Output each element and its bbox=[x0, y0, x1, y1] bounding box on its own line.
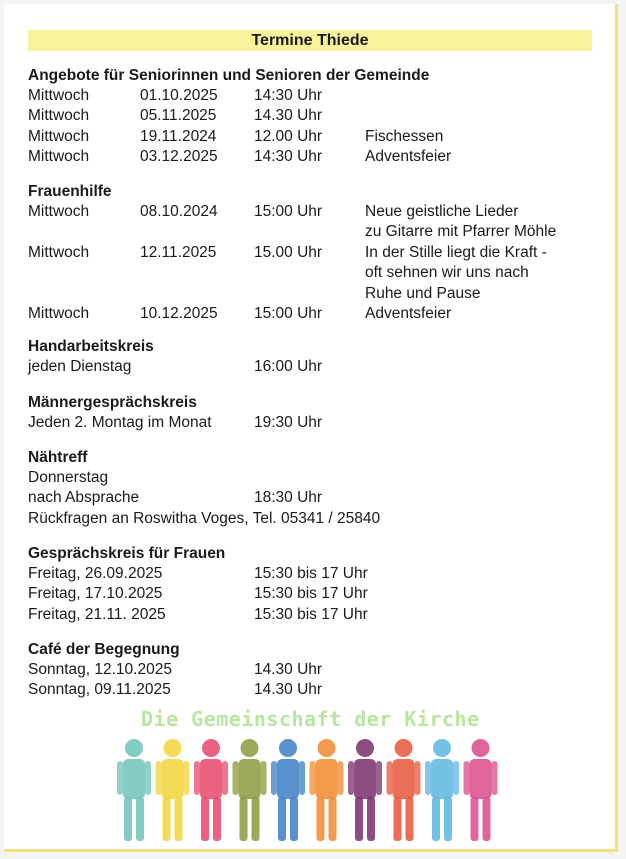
date: Sonntag, 12.10.2025 bbox=[28, 661, 172, 678]
time: 15:30 bis 17 Uhr bbox=[254, 585, 368, 603]
list-item-cont bbox=[28, 263, 529, 283]
person-figure bbox=[194, 739, 228, 841]
time: 14.30 Uhr bbox=[254, 107, 323, 125]
note: Adventsfeier bbox=[365, 304, 452, 322]
time: 19:30 Uhr bbox=[254, 414, 323, 431]
list-item bbox=[28, 488, 323, 508]
time: 12.00 Uhr bbox=[254, 127, 323, 145]
time: 15.00 Uhr bbox=[254, 243, 323, 261]
time: 14:30 Uhr bbox=[254, 87, 323, 104]
section-frauenhilfe bbox=[28, 182, 557, 324]
page bbox=[4, 4, 618, 852]
list-item bbox=[28, 86, 429, 106]
note: Ruhe und Pause bbox=[365, 284, 481, 302]
list-item bbox=[28, 468, 109, 488]
date: 03.12.2025 bbox=[140, 148, 218, 166]
day: Mittwoch bbox=[28, 203, 90, 220]
time: 14:30 Uhr bbox=[254, 148, 323, 166]
list-item bbox=[28, 605, 368, 625]
person-figure bbox=[387, 739, 421, 841]
contact-line bbox=[28, 509, 381, 529]
note: In der Stille liegt die Kraft - bbox=[365, 243, 547, 261]
list-item bbox=[28, 243, 547, 263]
section-heading: Männergesprächskreis bbox=[28, 394, 197, 411]
section-naehtreff bbox=[28, 448, 381, 529]
date: Freitag, 17.10.2025 bbox=[28, 585, 163, 603]
note: Adventsfeier bbox=[365, 148, 452, 166]
date: 10.12.2025 bbox=[140, 304, 218, 322]
list-item bbox=[28, 147, 452, 167]
person-figure bbox=[348, 739, 382, 841]
person-figure bbox=[310, 739, 344, 841]
when: Jeden 2. Montag im Monat bbox=[28, 414, 212, 431]
note: oft sehnen wir uns nach bbox=[365, 264, 529, 282]
section-heading: Handarbeitskreis bbox=[28, 338, 154, 355]
section-heading: Nähtreff bbox=[28, 449, 88, 466]
day: Mittwoch bbox=[28, 127, 90, 145]
person-figure bbox=[117, 739, 151, 841]
list-item bbox=[28, 413, 323, 433]
people-illustration bbox=[117, 737, 507, 847]
date: 19.11.2024 bbox=[140, 127, 217, 145]
time: 16:00 Uhr bbox=[254, 358, 323, 375]
date: 05.11.2025 bbox=[140, 107, 217, 125]
person-figure bbox=[271, 739, 305, 841]
note: zu Gitarre mit Pfarrer Möhle bbox=[365, 223, 557, 241]
date: Freitag, 26.09.2025 bbox=[28, 565, 163, 582]
list-item bbox=[28, 357, 323, 377]
section-handarbeit bbox=[28, 337, 323, 377]
list-item bbox=[28, 680, 323, 700]
when: nach Absprache bbox=[28, 489, 140, 507]
day: Mittwoch bbox=[28, 304, 90, 322]
person-figure bbox=[464, 739, 498, 841]
date: 01.10.2025 bbox=[140, 87, 218, 104]
when: Donnerstag bbox=[28, 469, 109, 486]
time: 15:00 Uhr bbox=[254, 304, 323, 322]
day: Mittwoch bbox=[28, 87, 90, 104]
list-item bbox=[28, 584, 368, 604]
list-item bbox=[28, 660, 323, 680]
footer-title: Die Gemeinschaft der Kirche bbox=[141, 707, 480, 731]
time: 18:30 Uhr bbox=[254, 489, 323, 507]
section-heading: Frauenhilfe bbox=[28, 183, 112, 200]
list-item bbox=[28, 564, 368, 584]
list-item bbox=[28, 304, 452, 324]
time: 15:30 bis 17 Uhr bbox=[254, 565, 368, 582]
time: 15:00 Uhr bbox=[254, 203, 323, 220]
time: 14.30 Uhr bbox=[254, 661, 323, 678]
note: Fischessen bbox=[365, 127, 444, 145]
person-figure bbox=[233, 739, 267, 841]
note: Neue geistliche Lieder bbox=[365, 203, 519, 220]
contact: Rückfragen an Roswitha Voges, Tel. 05341 / 25840 bbox=[28, 509, 381, 527]
when: jeden Dienstag bbox=[28, 358, 132, 375]
section-cafe bbox=[28, 640, 323, 701]
person-figure bbox=[425, 739, 459, 841]
list-item-cont bbox=[28, 284, 481, 304]
list-item bbox=[28, 202, 519, 222]
section-senioren bbox=[28, 66, 452, 168]
date: 08.10.2024 bbox=[140, 203, 218, 220]
section-heading: Café der Begegnung bbox=[28, 641, 180, 658]
day: Mittwoch bbox=[28, 107, 90, 125]
day: Mittwoch bbox=[28, 243, 90, 261]
day: Mittwoch bbox=[28, 148, 90, 166]
list-item bbox=[28, 106, 429, 126]
list-item bbox=[28, 127, 444, 147]
date: Freitag, 21.11. 2025 bbox=[28, 605, 166, 623]
date: Sonntag, 09.11.2025 bbox=[28, 681, 171, 699]
page-title: Termine Thiede bbox=[28, 30, 592, 51]
section-maenner bbox=[28, 393, 323, 433]
date: 12.11.2025 bbox=[140, 243, 217, 261]
time: 15:30 bis 17 Uhr bbox=[254, 605, 368, 623]
list-item-cont bbox=[28, 222, 557, 242]
section-heading: Gesprächskreis für Frauen bbox=[28, 545, 226, 562]
person-figure bbox=[156, 739, 190, 841]
section-frauen bbox=[28, 544, 368, 625]
time: 14.30 Uhr bbox=[254, 681, 323, 699]
section-heading: Angebote für Seniorinnen und Senioren der Gemeinde bbox=[28, 67, 430, 84]
